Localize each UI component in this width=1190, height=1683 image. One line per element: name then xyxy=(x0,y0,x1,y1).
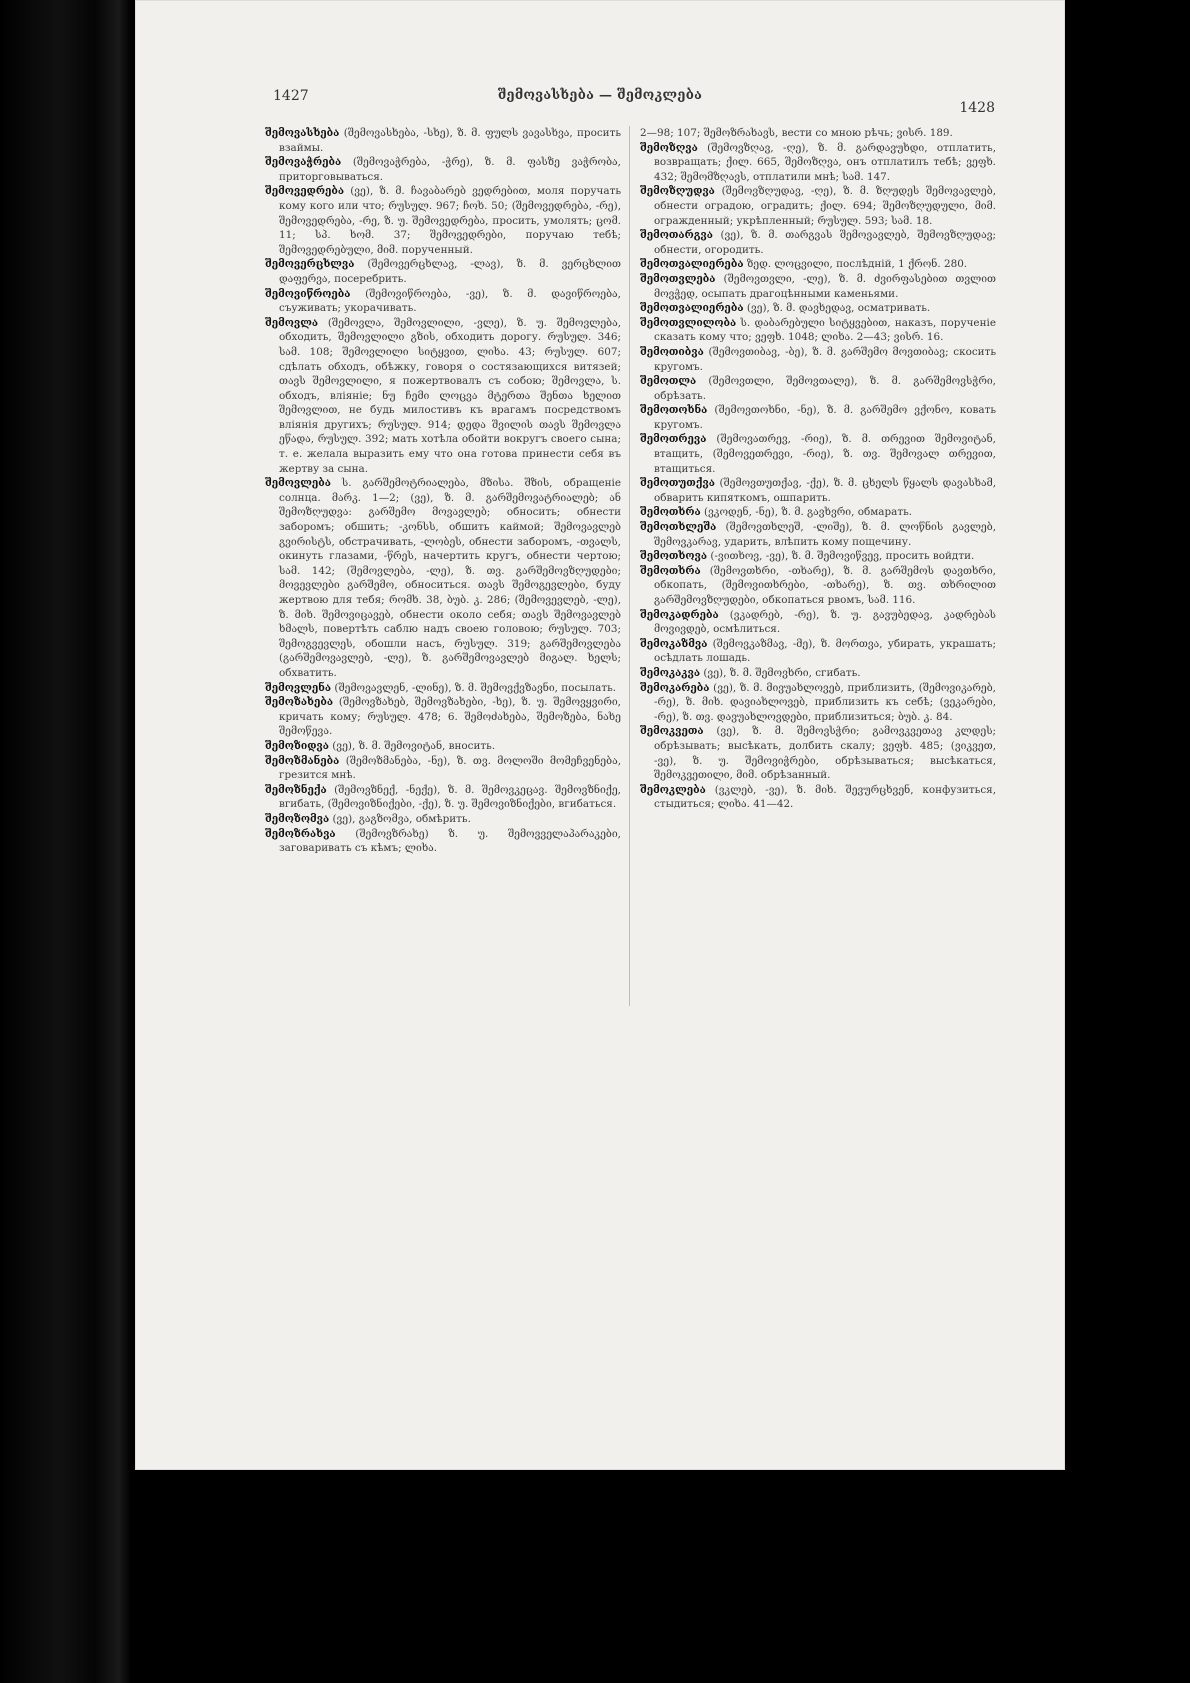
headword: შემოთვლილობა xyxy=(640,316,737,329)
entry-definition: (შემოვთხრი, -თხარე), ზ. მ. გარშემოს დავთხრი, обкопать, (შემოვითხრები, -თხარე), ზ. თვ. თხრილით გარშემოვზღუდები, обкопаться рвомъ, სამ. 116. xyxy=(654,564,996,606)
headword: შემოთუთქვა xyxy=(640,477,715,490)
right-column xyxy=(640,126,996,812)
dictionary-entry xyxy=(265,184,621,257)
headword: შემოკლება xyxy=(640,783,706,796)
dictionary-entry xyxy=(265,681,621,696)
headword: შემოვასხება xyxy=(265,127,340,139)
headword: შემოზღუდვა xyxy=(640,185,715,198)
headword: შემოვლა xyxy=(265,316,319,329)
entry-definition: (ვე), გაგზომვა, обмѣрить. xyxy=(332,812,471,825)
dictionary-entry xyxy=(640,549,996,564)
dictionary-entry xyxy=(265,476,621,680)
entry-definition: (ვკადრებ, -რე), ზ. უ. გავუბედავ, კადრებას მოვივდებ, осмѣлиться. xyxy=(654,608,996,636)
dictionary-entry xyxy=(265,783,621,812)
entry-definition: (შემოვლა, შემოვლილი, -ვლე), ზ. უ. შემოვლება, обходить, შემოვლილი გზის, обходить дорогу. რუსულ. 346; სამ. 108; შემოვლილი სიტყვით, ლიხა. 43; რუსულ. 607; сдѣлать обходъ, обѣжку, говоря о состязающихся витязей; თავს შემოვლილი, я пожертвовалъ съ собою; შემოვლა, ს. обходъ, вліяніе; ნუ ჩემი ლოცვა მტერთა შენთა ხელით შემოვლით, не будь милостивъ къ врагамъ посредствомъ вліянія другихъ; რუსულ. 914; დედა შვილის თავს შემოვლა ეწადა, რუსულ. 392; мать хотѣла обойти вокругъ своего сына; т. е. желала выразить ему что она готова принести себя въ жертву за сына. xyxy=(279,316,621,475)
dictionary-entry xyxy=(265,812,621,827)
dictionary-entry xyxy=(640,476,996,505)
entry-definition: (შემოვათრევ, -რიე), ზ. მ. თრევით შემოვიტან, втащить, (შემოვეთრევი, -რიე), ზ. თვ. შემოვალ თრევით, втащиться. xyxy=(654,433,996,475)
entry-definition: (ვე), ზ. მ. მივუახლოვებ, приблизить, (შემოვიკარებ, -რე), ზ. მიხ. დავიახლოვებ, приблизить къ себѣ; (ვეკარები, -რე), ზ. თვ. დავუახლოვდები, приблизиться; ბუბ. კ. 84. xyxy=(654,681,996,723)
dictionary-entry xyxy=(640,316,996,345)
running-head: შემოვასხება — შემოკლება xyxy=(497,88,703,103)
dictionary-entry xyxy=(640,608,996,637)
dictionary-entry xyxy=(640,184,996,228)
entry-definition: (შემოვთვლი, -ლე), ზ. მ. ძვირფასებით თვლით მოვჭედ, осыпать драгоцѣнными каменьями. xyxy=(654,272,996,300)
dictionary-entry xyxy=(265,126,621,155)
entry-definition: (შემოვთლი, შემოვთალე), ზ. მ. გარშემოვსჭრი, обрѣзать. xyxy=(654,375,996,402)
headword: შემოზმანება xyxy=(265,754,340,767)
dictionary-entry xyxy=(640,126,996,141)
headword: შემოთვლება xyxy=(640,272,716,285)
headword: შემოთხლეშა xyxy=(640,521,717,534)
dictionary-entry xyxy=(640,141,996,185)
page-number-left: 1427 xyxy=(273,88,309,104)
dictionary-entry xyxy=(265,257,621,286)
headword: შემოვლება xyxy=(265,477,331,490)
entry-definition: ს. გარშემოტრიალება, მზისა. შზის, обращеніе солнца. მარკ. 1—2; (ვე), ზ. მ. გარშემოვატრიალებ; ან შემოზღუდვა: გარშემო მოვავლებ; обносить; обнести заборомъ; обшить; -კონსს, обшить каймой; შემოვავლებ გვირისტს, обстрачивать, -ლობეს, обнести заборомъ, -თვალს, окинуть глазами, -წრეს, начертить кругъ, обнести чертою; სამ. 142; (შემოვლება, -ლე), ზ. თვ. გარშემოვზღუდები; მოვევლები გარშემო, обноситься. თავს შემოგევლები, буду жертвою для тебя; რომხ. 38, ბუბ. კ. 286; (შემოვევლებ, -ლე), ზ. მიხ. შემოვიცავებ, обнести около себя; თავს შემოვავლებ ხმალს, повертѣть саблю надъ своею головою; რუსულ. 703; შემოგვევლეს, обошли насъ, რუსულ. 319; გარშემოვლება (გარშემოვავლებ, -ლე), ზ. გარშემოვავლებ მიგალ. ხელს; обхватить. xyxy=(279,477,621,679)
entry-definition: (შემოვერცხლავ, -ლავ), ზ. მ. ვერცხლით დაფერვა, посеребрить. xyxy=(279,258,621,285)
headword: შემოზახება xyxy=(265,696,334,709)
dictionary-entry xyxy=(640,403,996,432)
dictionary-entry xyxy=(640,505,996,520)
page-header xyxy=(135,88,1065,118)
dictionary-entry xyxy=(640,301,996,316)
entry-definition: (ვე), ზ. მ. შემოვსჭრი; გამოვკვეთავ კლდეს; обрѣзывать; высѣкать, долбить скалу; ვეფხ. 485; (ვიკვეთ, -ვე), ზ. უ. შემოვიჭრები, обрѣзываться; высѣкаться, შემოკვეთილი, მიმ. обрѣзанный. xyxy=(654,725,997,782)
headword: შემოვიწროება xyxy=(265,287,351,300)
entry-definition: (ვე), ზ. მ. ჩავაბარებ ვედრებით, моля поручать кому кого или что; რუსულ. 967; ჩოხ. 50; (შემოვედრება, -რე), შემოვედრება, -რე, ზ. უ. შემოვედრება, просить, умолять; ცომ. 11; სპ. ხომ. 37; შემოვედრები, поручаю тебѣ; შემოვედრებული, მიმ. порученный. xyxy=(279,185,621,256)
dictionary-entry xyxy=(640,637,996,666)
headword: შემოკაზმვა xyxy=(640,637,708,650)
headword: შემოთხოვა xyxy=(640,550,708,563)
entry-definition: (შემოვთხლეშ, -ლიშე), ზ. მ. ლოწნის გავლებ, შემოვკარავ, ударить, влѣпить кому пощечину. xyxy=(654,521,996,548)
dictionary-entry xyxy=(640,228,996,257)
dictionary-entry xyxy=(640,666,996,681)
headword: შემოთოხნა xyxy=(640,404,708,417)
entry-definition: (ვე), ზ. მ. დავხედავ, осматривать. xyxy=(746,302,931,315)
headword: შემოკაკვა xyxy=(640,666,701,679)
dictionary-entry xyxy=(640,681,996,725)
entry-definition: (ვე), ზ. მ. შემოვხრი, сгибать. xyxy=(703,666,861,679)
entry-definition: (შემოვზახებ, შემოვზახები, -ხე), ზ. უ. შემოვყვირი, кричать кому; რუსულ. 478; 6. შემოძახება, შემოზება, ნახე შემოწევა. xyxy=(279,696,621,738)
entry-definition: ს. დაბარებული სიტყვებით, наказъ, порученіе сказать кому что; ვეფხ. 1048; ლიხა. 2—43; ვისრ. 16. xyxy=(654,316,996,344)
headword: შემოკვეთა xyxy=(640,725,704,738)
entry-definition: (ვე), ზ. მ. თარგვას შემოვავლებ, შემოვზღუდავ; обнести, огородить. xyxy=(654,229,996,256)
entry-definition: (შემოვზრახე) ზ. უ. შემოვველაპარაკები, заговаривать съ кѣмъ; ლიხა. xyxy=(279,827,621,855)
entry-definition: (ვკლებ, -ვე), ზ. მიხ. შევურცხვენ, конфузиться, стыдиться; ლიხა. 41—42. xyxy=(654,783,996,811)
entry-definition: (შემოვკაზმავ, -მე), ზ. მორთვა, убирать, украшать; осѣдлать лошадь. xyxy=(654,637,996,665)
entry-definition: ზედ. ლოცვილი, послѣдній, 1 ქრონ. 280. xyxy=(746,258,968,271)
headword: შემოთხრა xyxy=(640,506,701,519)
entry-definition: (შემოვასხება, -სხე), ზ. მ. ფულს ვავასხვა, просить взаймы. xyxy=(279,127,621,154)
entry-definition: (ვე), ზ. მ. შემოვიტან, вносить. xyxy=(332,739,496,752)
dictionary-entry xyxy=(265,739,621,754)
headword: შემოთარგვა xyxy=(640,229,713,242)
headword: შემოვედრება xyxy=(265,185,345,198)
dictionary-entry xyxy=(640,272,996,301)
headword: შემოთხრა xyxy=(640,564,701,577)
entry-definition: 2—98; 107; შემოზრახავს, вести со мною рѣчь; ვისრ. 189. xyxy=(640,127,953,139)
headword: შემოკარება xyxy=(640,681,710,694)
entry-definition: (შემოვზღავ, -ღე), ზ. მ. გარდავუხდი, отплатить, возвращать; ქილ. 665, შემოზღვა, онъ отплатилъ тебѣ; ვეფხ. 432; შემომზღავს, отплатили мнѣ; სამ. 147. xyxy=(654,141,996,183)
entry-definition: (შემოვაჭრება, -ჭრე), ზ. მ. ფასზე ვაჭრობა, приторговываться. xyxy=(279,156,621,183)
entry-definition: (-ვითხოვ, -ვე), ზ. მ. შემოვიწვევ, просить войдти. xyxy=(710,550,975,563)
column-divider xyxy=(629,126,630,1006)
page-number-right: 1428 xyxy=(959,100,995,116)
dictionary-entry xyxy=(265,695,621,739)
entry-definition: (შემოვთუთქავ, -ქე), ზ. მ. ცხელს წყალს დავასხამ, обварить кипяткомъ, ошпарить. xyxy=(654,477,996,504)
headword: შემოვერცხლვა xyxy=(265,258,355,271)
headword: შემოკადრება xyxy=(640,608,719,621)
dictionary-entry xyxy=(640,783,996,812)
headword: შემოზნექა xyxy=(265,783,327,796)
dictionary-page xyxy=(135,0,1065,1470)
entry-definition: (შემოვზღუდავ, -ღე), ზ. მ. ზღუდეს შემოვავლებ, обнести оградою, оградить; ქილ. 694; შემოზღუდული, მიმ. огражденный; укрѣпленный; რუსულ. 593; სამ. 18. xyxy=(654,185,996,227)
headword: შემოზიდვა xyxy=(265,739,329,752)
headword: შემოზრახვა xyxy=(265,827,336,840)
dictionary-entry xyxy=(640,374,996,403)
dictionary-entry xyxy=(640,432,996,476)
entry-definition: (შემოვავლენ, -ლინე), ზ. მ. შემოვქვზავნი, посылать. xyxy=(334,681,617,694)
entry-definition: (შემოვიწროება, -ვე), ზ. მ. დავიწროება, съуживать; укорачивать. xyxy=(279,287,621,315)
dictionary-entry xyxy=(640,345,996,374)
left-column xyxy=(265,126,621,856)
dictionary-entry xyxy=(640,564,996,608)
headword: შემოთვალიერება xyxy=(640,302,744,315)
dictionary-entry xyxy=(265,754,621,783)
dictionary-entry xyxy=(265,287,621,316)
dictionary-entry xyxy=(265,155,621,184)
headword: შემოთვალიერება xyxy=(640,258,744,271)
headword: შემოთლა xyxy=(640,375,697,388)
dictionary-entry xyxy=(640,724,996,782)
dictionary-entry xyxy=(640,520,996,549)
headword: შემოვლენა xyxy=(265,681,332,694)
entry-definition: (ვკოდენ, -ნე), ზ. მ. გავხვრი, обмарать. xyxy=(703,506,913,519)
headword: შემოზომვა xyxy=(265,812,330,825)
entry-definition: (შემოვთოხნი, -ნე), ზ. მ. გარშემო ვქონო, ковать кругомъ. xyxy=(654,404,996,431)
dictionary-entry xyxy=(265,316,621,477)
headword: შემოთრევა xyxy=(640,433,707,446)
headword: შემოზღვა xyxy=(640,141,698,154)
headword: შემოთიბვა xyxy=(640,345,704,358)
entry-definition: (შემოვზნექ, -ნექე), ზ. მ. შემოვკეცავ. შემოვზნიქე, вгибать, (შემოვიზნიქები, -ქე), ზ. უ. შემოვიზნიქები, вгибаться. xyxy=(279,783,621,811)
entry-definition: (შემოვთიბავ, -ბე), ზ. მ. გარშემო მოვთიბავ; скосить кругомъ. xyxy=(654,345,996,373)
entry-definition: (შემოზმანება, -ნე), ზ. თვ. მოლოში მომეჩვენება, грезится мнѣ. xyxy=(279,754,621,782)
headword: შემოვაჭრება xyxy=(265,156,342,169)
dictionary-entry xyxy=(640,257,996,272)
dictionary-entry xyxy=(265,827,621,856)
